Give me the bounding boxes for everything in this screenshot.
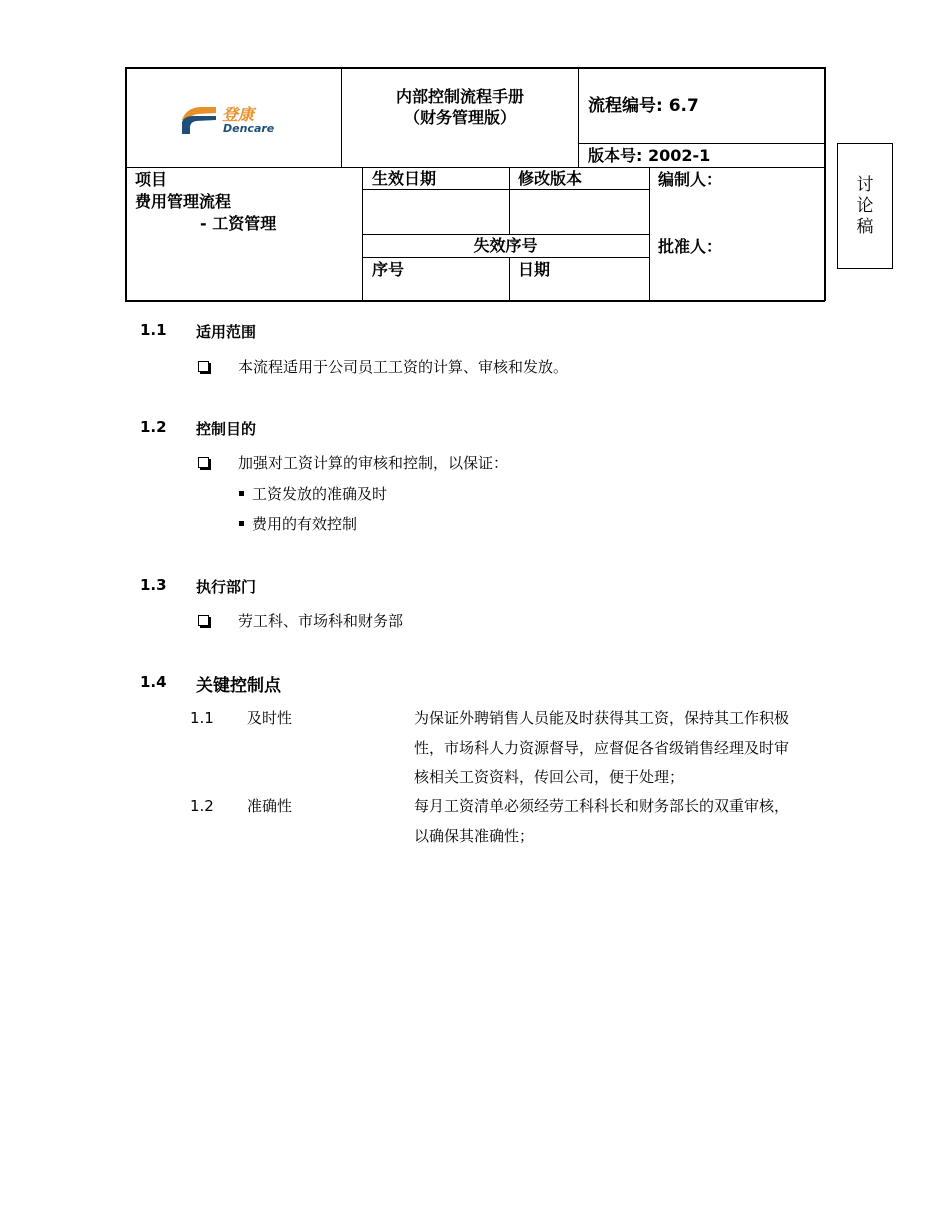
section-number: 1.2 bbox=[140, 418, 167, 436]
checkbox-bullet-icon bbox=[198, 615, 209, 626]
bullet-item: 费用的有效控制 bbox=[252, 515, 358, 533]
project-label: 项目 bbox=[135, 170, 168, 189]
section-title: 执行部门 bbox=[196, 578, 257, 596]
process-number: 流程编号: 6.7 bbox=[588, 96, 699, 116]
checkbox-bullet-icon bbox=[198, 361, 209, 372]
manual-subtitle: （财务管理版） bbox=[403, 108, 516, 127]
section-title: 关键控制点 bbox=[196, 676, 281, 696]
control-point-line: 每月工资清单必须经劳工科科长和财务部长的双重审核， bbox=[414, 797, 790, 815]
control-point-desc bbox=[414, 792, 854, 851]
stamp-char: 讨 bbox=[856, 174, 874, 195]
logo-mark-icon bbox=[180, 104, 218, 136]
expired-seq-label: 失效序号 bbox=[473, 236, 538, 255]
section-number: 1.3 bbox=[140, 576, 167, 594]
control-point-line: 为保证外聘销售人员能及时获得其工资，保持其工作积极 bbox=[414, 709, 790, 727]
section-number: 1.4 bbox=[140, 673, 167, 691]
control-point-number: 1.1 bbox=[190, 709, 214, 727]
control-point-name: 准确性 bbox=[247, 797, 293, 815]
control-point-line: 以确保其准确性； bbox=[414, 826, 535, 845]
section-item: 本流程适用于公司员工工资的计算、审核和发放。 bbox=[238, 358, 569, 376]
control-point-name: 及时性 bbox=[247, 709, 293, 727]
stamp-char: 稿 bbox=[856, 216, 874, 237]
manual-title: 内部控制流程手册 bbox=[395, 87, 524, 106]
control-point-line: 性，市场科人力资源督导，应督促各省级销售经理及时审 bbox=[414, 738, 790, 757]
revision-label: 修改版本 bbox=[518, 169, 583, 188]
version-number: 版本号: 2002-1 bbox=[588, 146, 711, 165]
project-name: 费用管理流程 bbox=[135, 192, 232, 211]
project-subname: - 工资管理 bbox=[200, 214, 277, 233]
date-label: 日期 bbox=[518, 260, 551, 279]
approver-label: 批准人： bbox=[658, 237, 723, 256]
section-title: 控制目的 bbox=[196, 420, 257, 438]
effective-date-label: 生效日期 bbox=[372, 169, 437, 188]
control-point-line: 核相关工资资料，传回公司，便于处理； bbox=[414, 768, 685, 786]
section-item: 加强对工资计算的审核和控制，以保证： bbox=[238, 454, 509, 472]
logo-english-text: Dencare bbox=[223, 122, 275, 135]
checkbox-bullet-icon bbox=[198, 457, 209, 468]
control-point-desc bbox=[414, 704, 854, 793]
square-bullet-icon bbox=[239, 521, 244, 526]
draft-stamp bbox=[837, 143, 893, 269]
stamp-char: 论 bbox=[856, 195, 874, 216]
section-title: 适用范围 bbox=[196, 323, 257, 341]
section-item: 劳工科、市场科和财务部 bbox=[238, 612, 404, 630]
logo-chinese-text: 登康 bbox=[222, 105, 255, 124]
seq-label: 序号 bbox=[372, 260, 405, 279]
control-point-number: 1.2 bbox=[190, 797, 214, 815]
section-number: 1.1 bbox=[140, 321, 167, 339]
bullet-item: 工资发放的准确及时 bbox=[252, 485, 388, 503]
square-bullet-icon bbox=[239, 491, 244, 496]
company-logo bbox=[180, 102, 280, 138]
editor-label: 编制人： bbox=[658, 170, 723, 189]
